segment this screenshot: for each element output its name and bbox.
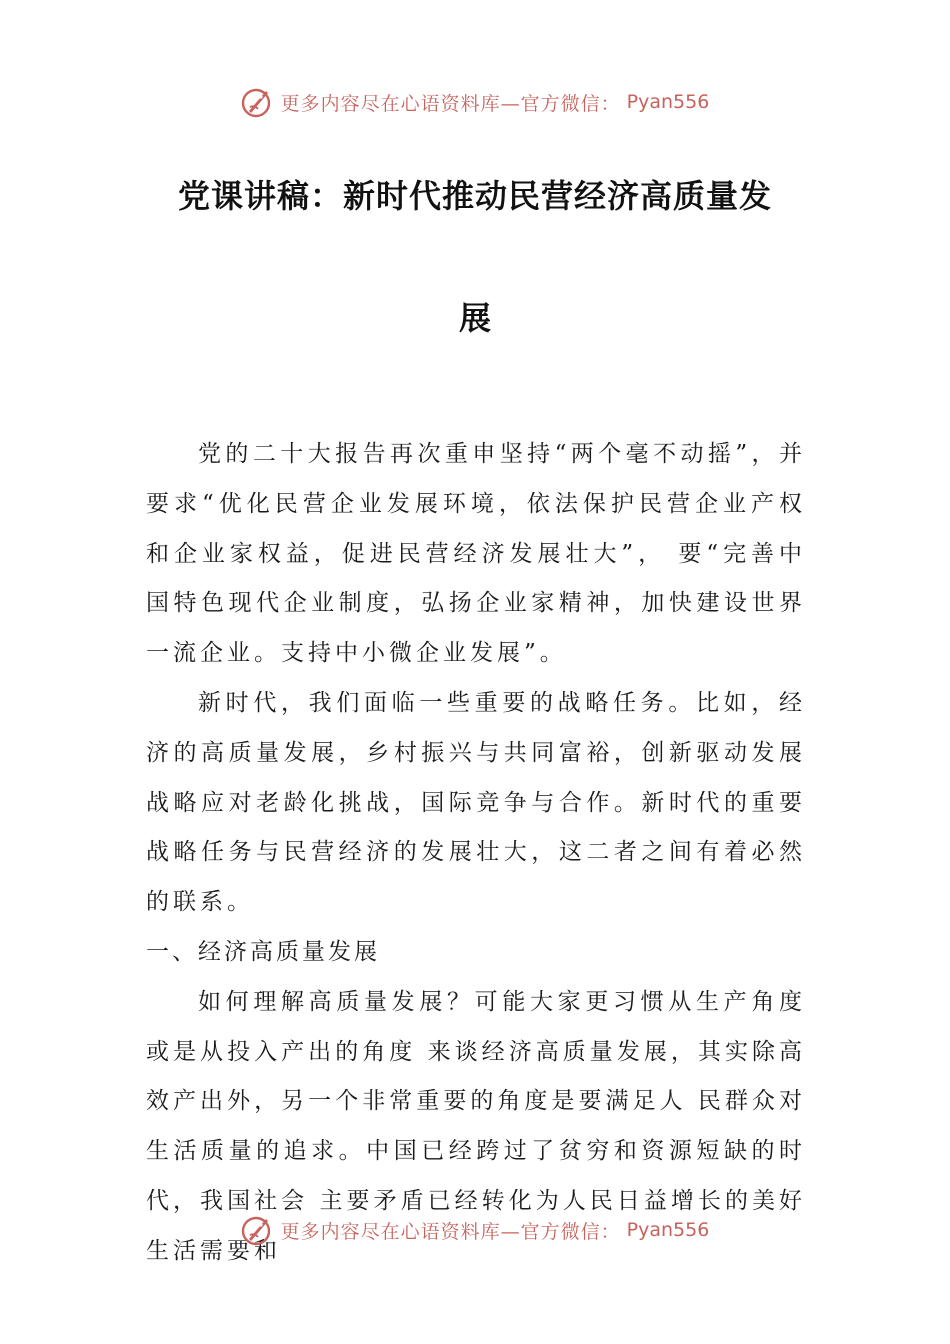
pen-nib-circle-icon: [241, 85, 275, 119]
watermark-wechat-id: Pyan556: [626, 91, 710, 113]
footer-watermark: [0, 1210, 950, 1250]
watermark-wechat-id: Pyan556: [626, 1219, 710, 1241]
watermark-text: 更多内容尽在心语资料库—官方微信：: [280, 1220, 621, 1243]
pen-nib-circle-icon: [241, 1213, 275, 1247]
body-paragraph: 新时代，我们面临一些重要的战略任务。比如，经济的高质量发展，乡村振兴与共同富裕，创新驱动发展战略应对老龄化挑战，国际竞争与合作。新时代的重要战略任务与民营经济的发展壮大，这二者之间有着必然的联系。: [146, 689, 806, 916]
body-paragraph: 如何理解高质量发展？可能大家更习惯从生产角度或是从投入产出的角度 来谈经济高质量发展，其实除高效产出外，另一个非常重要的角度是要满足人 民群众对生活质量的追求。中国已经跨过了贫穷和资源短缺的时代，我国社会 主要矛盾已经转化为人民日益增长的美好生活需要和: [146, 988, 806, 1264]
document-title-line-1: 党课讲稿：新时代推动民营经济高质量发: [177, 177, 772, 215]
section-heading: 一、经济高质量发展: [146, 938, 380, 965]
body-paragraph: 党的二十大报告再次重申坚持“两个毫不动摇”，并要求“优化民营企业发展环境，依法保护民营企业产权和企业家权益，促进民营经济发展壮大”， 要“完善中国特色现代企业制度，弘扬企业家精神，加快建设世界一流企业。支持中小微企业发展”。: [146, 441, 806, 667]
watermark-text: 更多内容尽在心语资料库—官方微信：: [280, 92, 621, 115]
document-body: [146, 430, 806, 1277]
document-title-line-2: 展: [458, 299, 491, 337]
header-watermark: [0, 82, 950, 122]
